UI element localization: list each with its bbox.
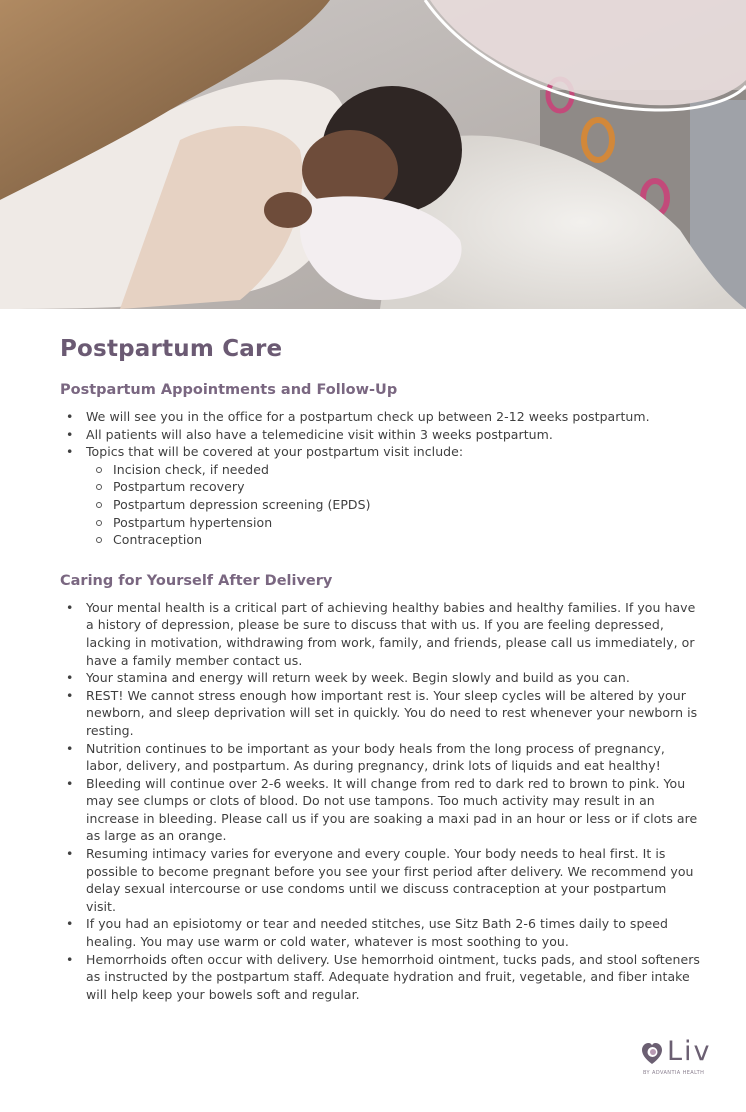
section-heading-appointments: Postpartum Appointments and Follow-Up xyxy=(60,382,398,398)
list-item: • All patients will also have a telemedicine visit within 3 weeks postpartum. xyxy=(60,426,700,444)
list-item: • Hemorrhoids often occur with delivery. Use hemorrhoid ointment, tucks pads, and stool softeners as instructed by the postpartum staff. Adequate hydration and fruit, vegetable, and fiber intake will help keep your bowels soft and regular. xyxy=(60,951,700,1004)
list-item: • Your stamina and energy will return week by week. Begin slowly and build as you can. xyxy=(60,669,700,687)
hero-illustration xyxy=(0,0,746,309)
list-item: • Resuming intimacy varies for everyone and every couple. Your body needs to heal first. It is possible to become pregnant before you see your first period after delivery. We recommend you delay sexual intercourse or use condoms until we discuss contraception at your postpartum visit. xyxy=(60,845,700,915)
page-title: Postpartum Care xyxy=(60,336,283,362)
list-item xyxy=(60,443,700,549)
sub-list-item: Postpartum depression screening (EPDS) xyxy=(86,496,700,514)
list-item: • We will see you in the office for a postpartum check up between 2-12 weeks postpartum. xyxy=(60,408,700,426)
appointments-list xyxy=(60,408,700,549)
list-item: • If you had an episiotomy or tear and needed stitches, use Sitz Bath 2-6 times daily to speed healing. You may use warm or cold water, whatever is most soothing to you. xyxy=(60,915,700,950)
sub-list-item: Incision check, if needed xyxy=(86,461,700,479)
list-item: • Nutrition continues to be important as your body heals from the long process of pregnancy, labor, delivery, and postpartum. As during pregnancy, drink lots of liquids and eat healthy! xyxy=(60,740,700,775)
sub-list-item: Postpartum recovery xyxy=(86,478,700,496)
self-care-list xyxy=(60,599,700,1004)
liv-logo xyxy=(641,1036,721,1076)
main-content xyxy=(60,333,700,1003)
list-item: • Bleeding will continue over 2-6 weeks. It will change from red to dark red to brown to pink. You may see clumps or clots of blood. Do not use tampons. Too much activity may result in an increase in bleeding. Please call us if you are soaking a maxi pad in an hour or less or if clots are as large as an orange. xyxy=(60,775,700,845)
sub-list-item: Postpartum hypertension xyxy=(86,514,700,532)
logo-tagline: BY ADVANTIA HEALTH xyxy=(643,1070,705,1076)
logo-wordmark: Liv xyxy=(667,1036,712,1067)
list-item: • REST! We cannot stress enough how important rest is. Your sleep cycles will be altered by your newborn, and sleep deprivation will set in quickly. You do need to rest whenever your newborn is resting. xyxy=(60,687,700,740)
list-item: • Your mental health is a critical part of achieving healthy babies and healthy families. If you have a history of depression, please be sure to discuss that with us. If you are feeling depressed, lacking in motivation, withdrawing from work, family, and friends, please call us immediately, or have a family member contact us. xyxy=(60,599,700,669)
hero-photo xyxy=(0,0,746,309)
liv-heart-icon xyxy=(641,1042,663,1066)
section-heading-self-care: Caring for Yourself After Delivery xyxy=(60,572,333,589)
visit-topics-list xyxy=(86,461,700,549)
list-item-text: Topics that will be covered at your postpartum visit include: xyxy=(86,444,464,460)
sub-list-item: Contraception xyxy=(86,531,700,549)
